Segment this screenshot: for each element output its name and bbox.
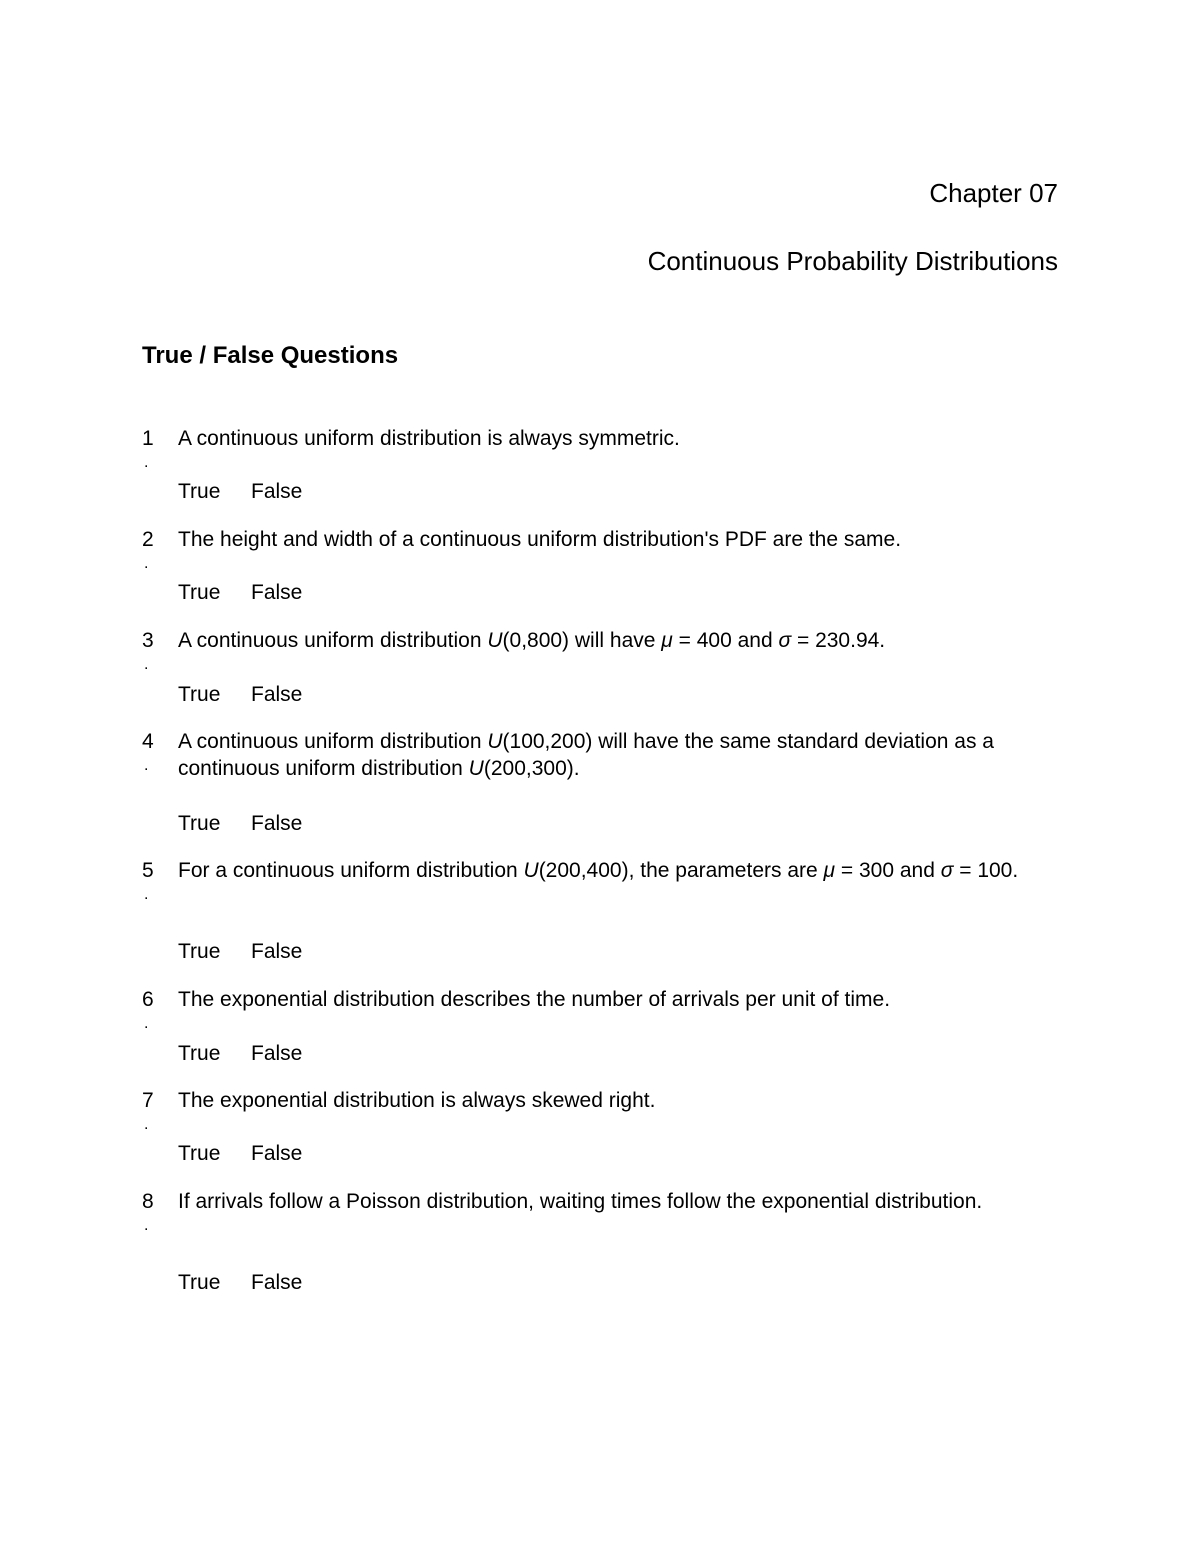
answer-options bbox=[178, 810, 302, 838]
answer-options bbox=[178, 1269, 302, 1297]
question-number: 4 bbox=[142, 730, 154, 753]
chapter-title: Continuous Probability Distributions bbox=[647, 246, 1058, 276]
question-text bbox=[178, 857, 1038, 884]
question-text-italic: U bbox=[523, 859, 539, 882]
question-number-dot: . bbox=[144, 1015, 149, 1032]
answer-options bbox=[178, 1040, 302, 1068]
question-text-part: The height and width of a continuous uniform distribution's PDF are the same. bbox=[178, 528, 902, 551]
question-number: 3 bbox=[142, 629, 154, 652]
question-text-part: (200,300). bbox=[483, 757, 580, 780]
question-item bbox=[142, 1188, 1042, 1299]
question-text-part: = 300 and bbox=[835, 859, 941, 882]
option-false: False bbox=[251, 1042, 303, 1065]
question-number-dot: . bbox=[144, 454, 149, 471]
question-number: 6 bbox=[142, 988, 154, 1011]
question-text bbox=[178, 627, 1038, 654]
question-text-part: = 230.94. bbox=[791, 629, 886, 652]
question-item bbox=[142, 1087, 1042, 1170]
option-true: True bbox=[178, 1271, 221, 1294]
question-number-dot: . bbox=[144, 555, 149, 572]
question-text-part: A continuous uniform distribution is always symmetric. bbox=[178, 427, 680, 450]
option-true: True bbox=[178, 683, 221, 706]
question-item bbox=[142, 857, 1042, 968]
question-number-dot: . bbox=[144, 886, 149, 903]
option-false: False bbox=[251, 581, 303, 604]
question-item bbox=[142, 526, 1042, 609]
question-number-dot: . bbox=[144, 656, 149, 673]
question-item bbox=[142, 986, 1042, 1070]
section-heading: True / False Questions bbox=[142, 342, 399, 369]
question-text-part: (200,400), the parameters are bbox=[538, 859, 824, 882]
question-number: 5 bbox=[142, 859, 154, 882]
answer-options bbox=[178, 681, 302, 709]
question-text-part: The exponential distribution describes the number of arrivals per unit of time. bbox=[178, 988, 891, 1011]
question-number: 7 bbox=[142, 1089, 154, 1112]
option-true: True bbox=[178, 940, 221, 963]
option-false: False bbox=[251, 683, 303, 706]
option-false: False bbox=[251, 1142, 303, 1165]
option-false: False bbox=[251, 940, 303, 963]
question-text bbox=[178, 1188, 1038, 1215]
answer-options bbox=[178, 938, 302, 966]
question-text bbox=[178, 425, 1038, 452]
option-true: True bbox=[178, 1042, 221, 1065]
question-text-italic: σ bbox=[778, 629, 792, 652]
option-false: False bbox=[251, 812, 303, 835]
question-text-part: (100,200) will have the same standard deviation as a continuous uniform distribution bbox=[178, 730, 994, 780]
question-text-italic: U bbox=[487, 629, 503, 652]
answer-options bbox=[178, 478, 302, 506]
chapter-label: Chapter 07 bbox=[929, 178, 1058, 208]
option-true: True bbox=[178, 812, 221, 835]
option-true: True bbox=[178, 1142, 221, 1165]
question-text-italic: μ bbox=[823, 859, 836, 882]
question-text bbox=[178, 526, 1038, 553]
question-text-italic: U bbox=[487, 730, 503, 753]
question-number: 2 bbox=[142, 528, 154, 551]
option-true: True bbox=[178, 581, 221, 604]
option-false: False bbox=[251, 1271, 303, 1294]
question-text-part: (0,800) will have bbox=[502, 629, 662, 652]
question-text-italic: σ bbox=[940, 859, 954, 882]
question-text-part: If arrivals follow a Poisson distribution, waiting times follow the exponential distribution. bbox=[178, 1190, 983, 1213]
question-text-part: A continuous uniform distribution bbox=[178, 629, 488, 652]
question-number-dot: . bbox=[144, 757, 149, 774]
question-text-part: = 100. bbox=[953, 859, 1019, 882]
option-true: True bbox=[178, 480, 221, 503]
question-text bbox=[178, 728, 1038, 782]
question-number: 1 bbox=[142, 427, 154, 450]
option-false: False bbox=[251, 480, 303, 503]
question-number: 8 bbox=[142, 1190, 154, 1213]
question-text-italic: U bbox=[468, 757, 484, 780]
question-text-part: A continuous uniform distribution bbox=[178, 730, 488, 753]
question-text bbox=[178, 1087, 1038, 1114]
answer-options bbox=[178, 579, 302, 607]
question-item bbox=[142, 728, 1042, 840]
question-item bbox=[142, 627, 1042, 711]
question-text-part: For a continuous uniform distribution bbox=[178, 859, 524, 882]
question-text-italic: μ bbox=[661, 629, 673, 652]
question-number-dot: . bbox=[144, 1116, 149, 1133]
question-number-dot: . bbox=[144, 1217, 149, 1234]
question-text-part: The exponential distribution is always skewed right. bbox=[178, 1089, 656, 1112]
question-text bbox=[178, 986, 1038, 1013]
question-item bbox=[142, 425, 1042, 508]
answer-options bbox=[178, 1140, 302, 1168]
question-text-part: = 400 and bbox=[672, 629, 779, 652]
